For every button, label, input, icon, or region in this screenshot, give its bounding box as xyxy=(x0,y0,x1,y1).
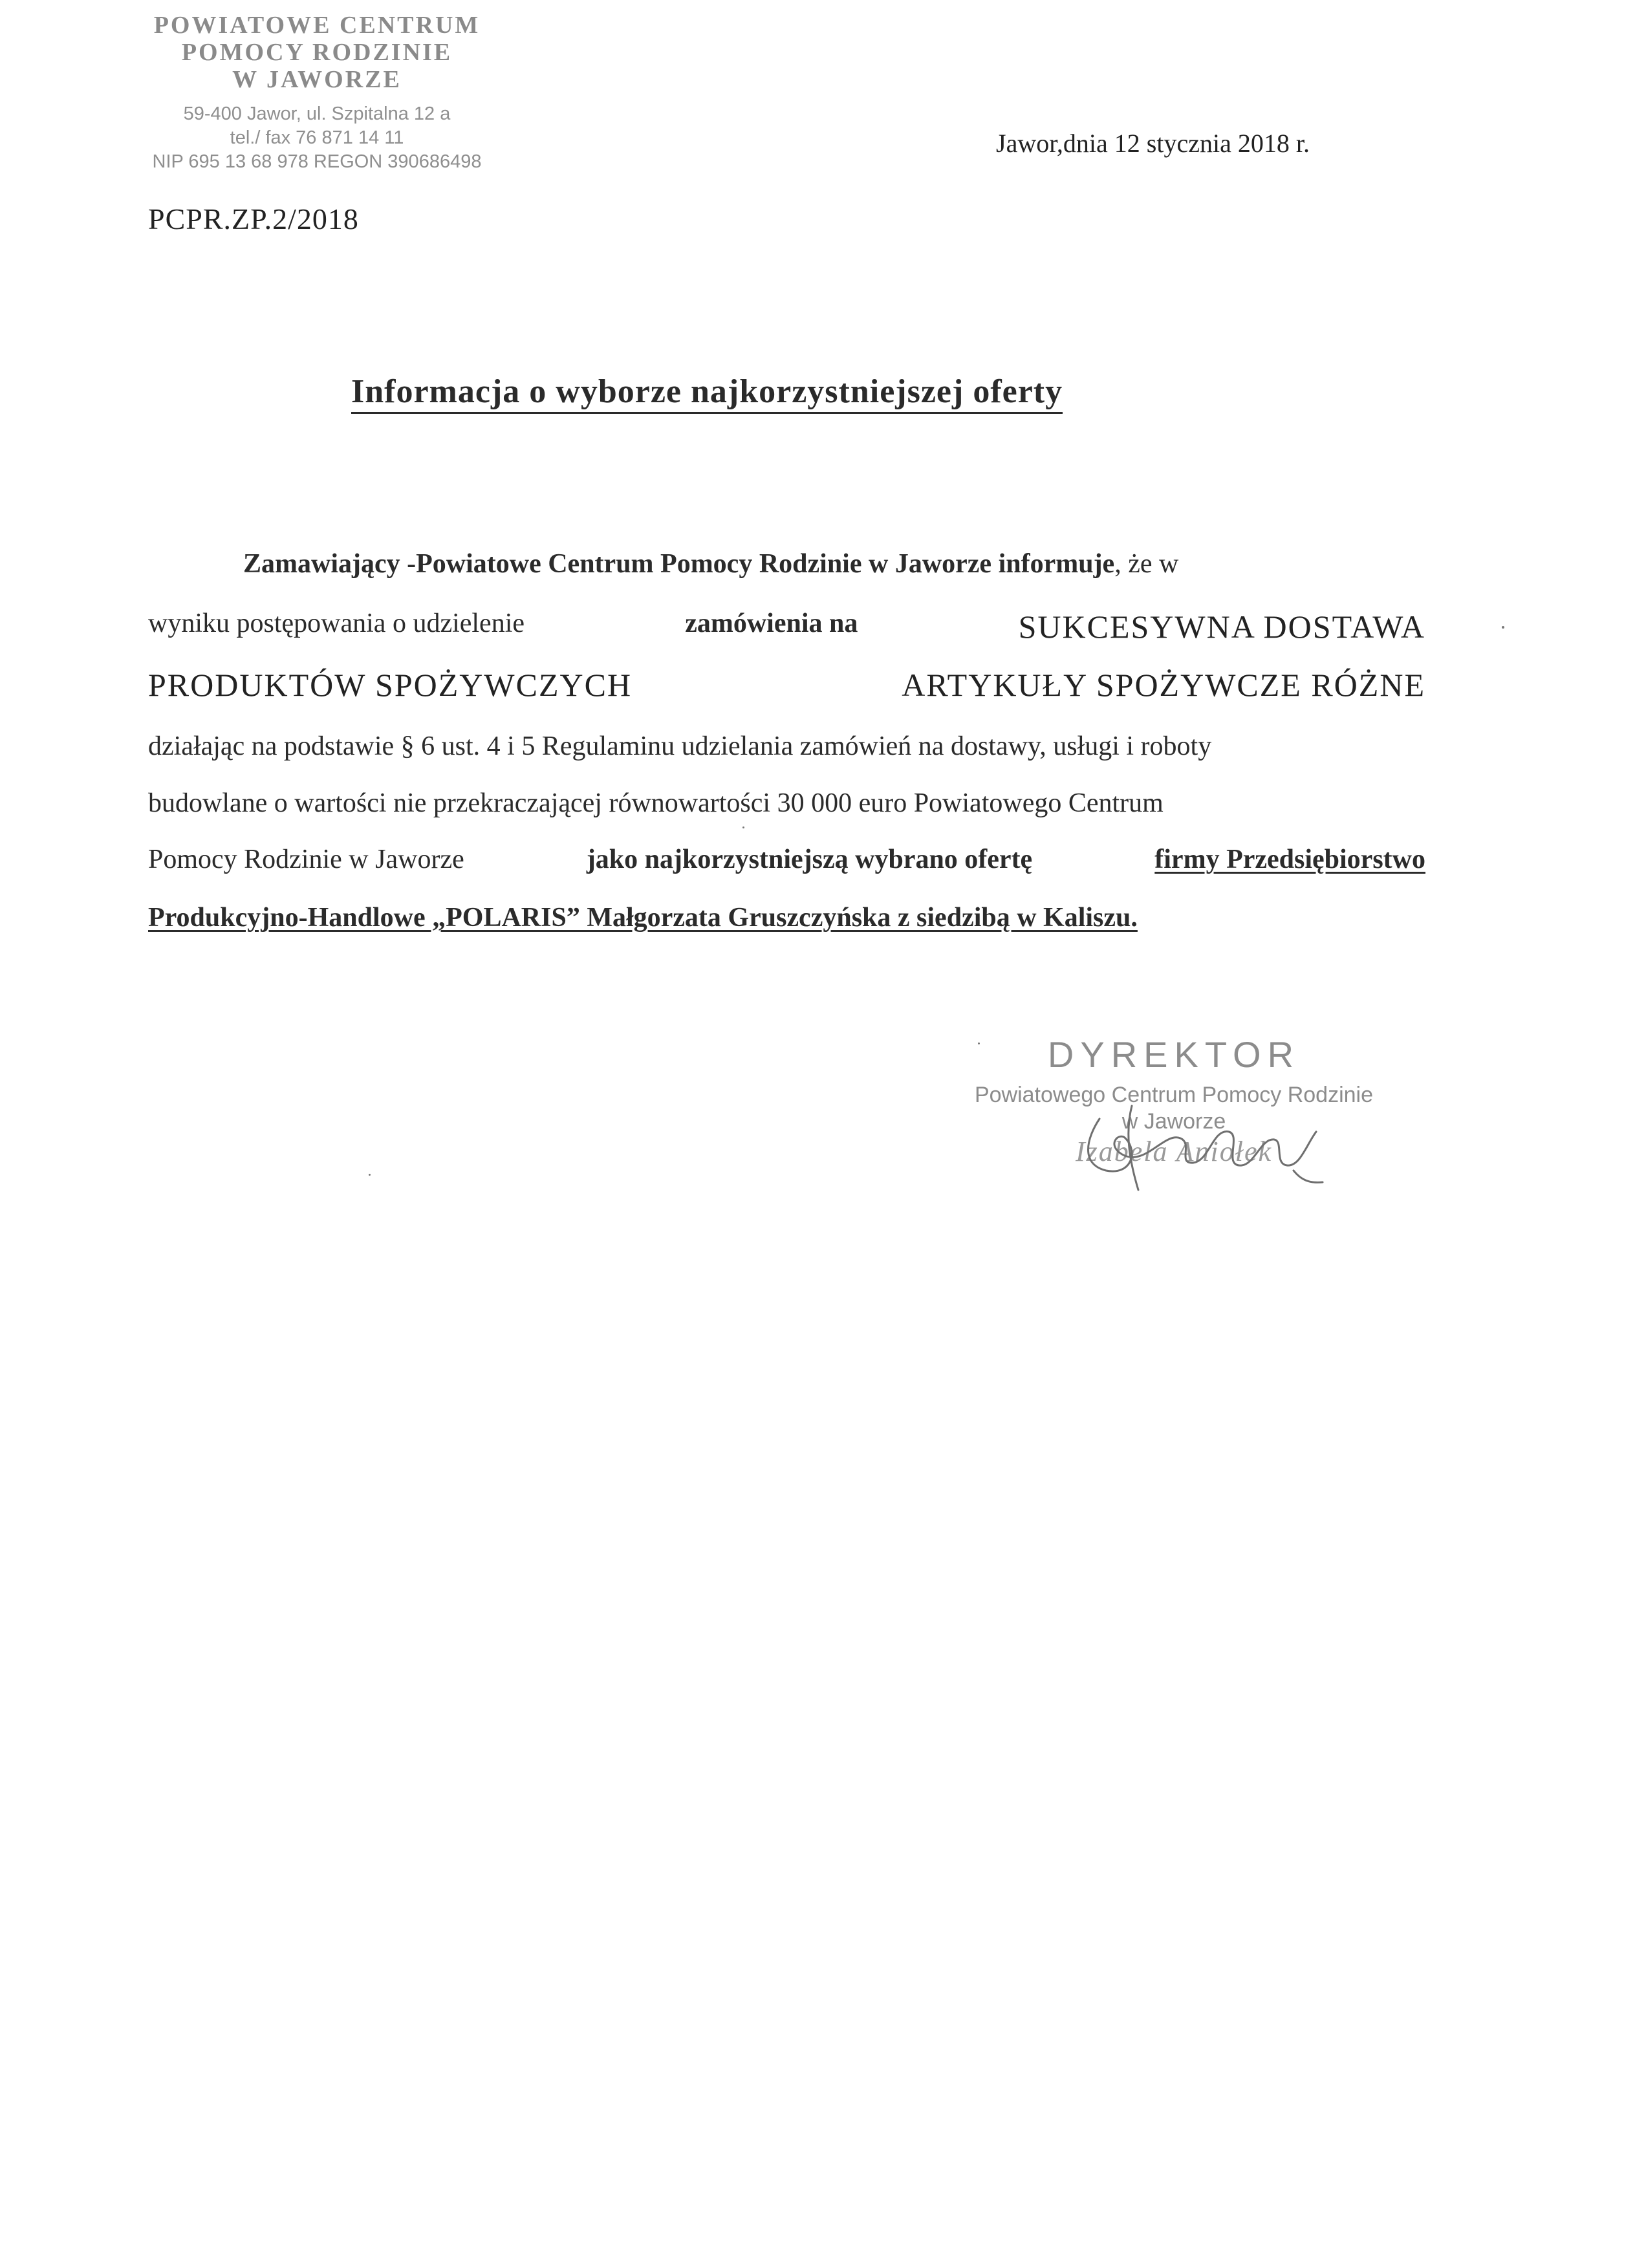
scan-speck xyxy=(742,826,744,828)
reference-number: PCPR.ZP.2/2018 xyxy=(148,202,359,235)
body-line-2-subject: SUKCESYWNA DOSTAWA xyxy=(1018,609,1425,645)
scan-speck xyxy=(1502,626,1504,629)
stamp-org-line-2: POMOCY RODZINIE xyxy=(181,39,453,66)
body-line-1 xyxy=(243,548,1425,579)
stamp-org-line-3: W JAWORZE xyxy=(232,66,402,93)
scan-speck xyxy=(978,1042,980,1044)
signature-place: w Jaworze xyxy=(1121,1109,1226,1134)
body-line-3-subject-b: ARTYKUŁY SPOŻYWCZE RÓŻNE xyxy=(902,667,1425,703)
body-line-6-bold: jako najkorzystniejszą wybrano ofertę xyxy=(586,845,1033,874)
date-line: Jawor,dnia 12 stycznia 2018 r. xyxy=(996,129,1310,158)
body-line-6-company: firmy Przedsiębiorstwo xyxy=(1154,845,1425,874)
stamp-phone: tel./ fax 76 871 14 11 xyxy=(230,127,404,148)
body-line-3 xyxy=(148,666,1425,704)
stamp-address: 59-400 Jawor, ul. Szpitalna 12 a xyxy=(183,103,451,124)
scan-speck xyxy=(369,1174,371,1176)
body-line-6-start: Pomocy Rodzinie w Jaworze xyxy=(148,845,464,874)
signature-institution: Powiatowego Centrum Pomocy Rodzinie xyxy=(974,1083,1374,1107)
body-line-4-text: działając na podstawie § 6 ust. 4 i 5 Regulaminu udzielania zamówień na dostawy, usługi i roboty xyxy=(148,731,1212,761)
body-line-1-rest: , że w xyxy=(1114,549,1179,579)
stamp-ids: NIP 695 13 68 978 REGON 390686498 xyxy=(152,151,482,172)
handwritten-signature-icon xyxy=(1061,1093,1332,1203)
body-line-1-bold: Zamawiający -Powiatowe Centrum Pomocy Rodzinie w Jaworze informuje xyxy=(243,549,1115,579)
body-line-3-subject-a: PRODUKTÓW SPOŻYWCZYCH xyxy=(148,667,633,703)
body-line-4 xyxy=(148,731,1425,762)
body-line-7-company: Produkcyjno-Handlowe „POLARIS” Małgorzata Gruszczyńska z siedzibą w Kaliszu. xyxy=(148,903,1138,933)
body-line-2 xyxy=(148,608,1425,645)
body-line-5-text: budowlane o wartości nie przekraczającej równowartości 30 000 euro Powiatowego Centrum xyxy=(148,788,1164,818)
body-line-5 xyxy=(148,788,1425,819)
signature-name: Izabela Aniołek xyxy=(1075,1136,1273,1167)
body-line-7 xyxy=(148,902,1138,933)
body-line-2-bold: zamówienia na xyxy=(685,609,858,638)
body-line-6 xyxy=(148,844,1425,875)
signature-role: DYREKTOR xyxy=(1047,1034,1301,1075)
stamp-org-line-1: POWIATOWE CENTRUM xyxy=(153,12,481,39)
document-title: Informacja o wyborze najkorzystniejszej oferty xyxy=(351,373,1063,414)
body-line-2-start: wyniku postępowania o udzielenie xyxy=(148,609,525,638)
header-stamp xyxy=(97,12,537,174)
